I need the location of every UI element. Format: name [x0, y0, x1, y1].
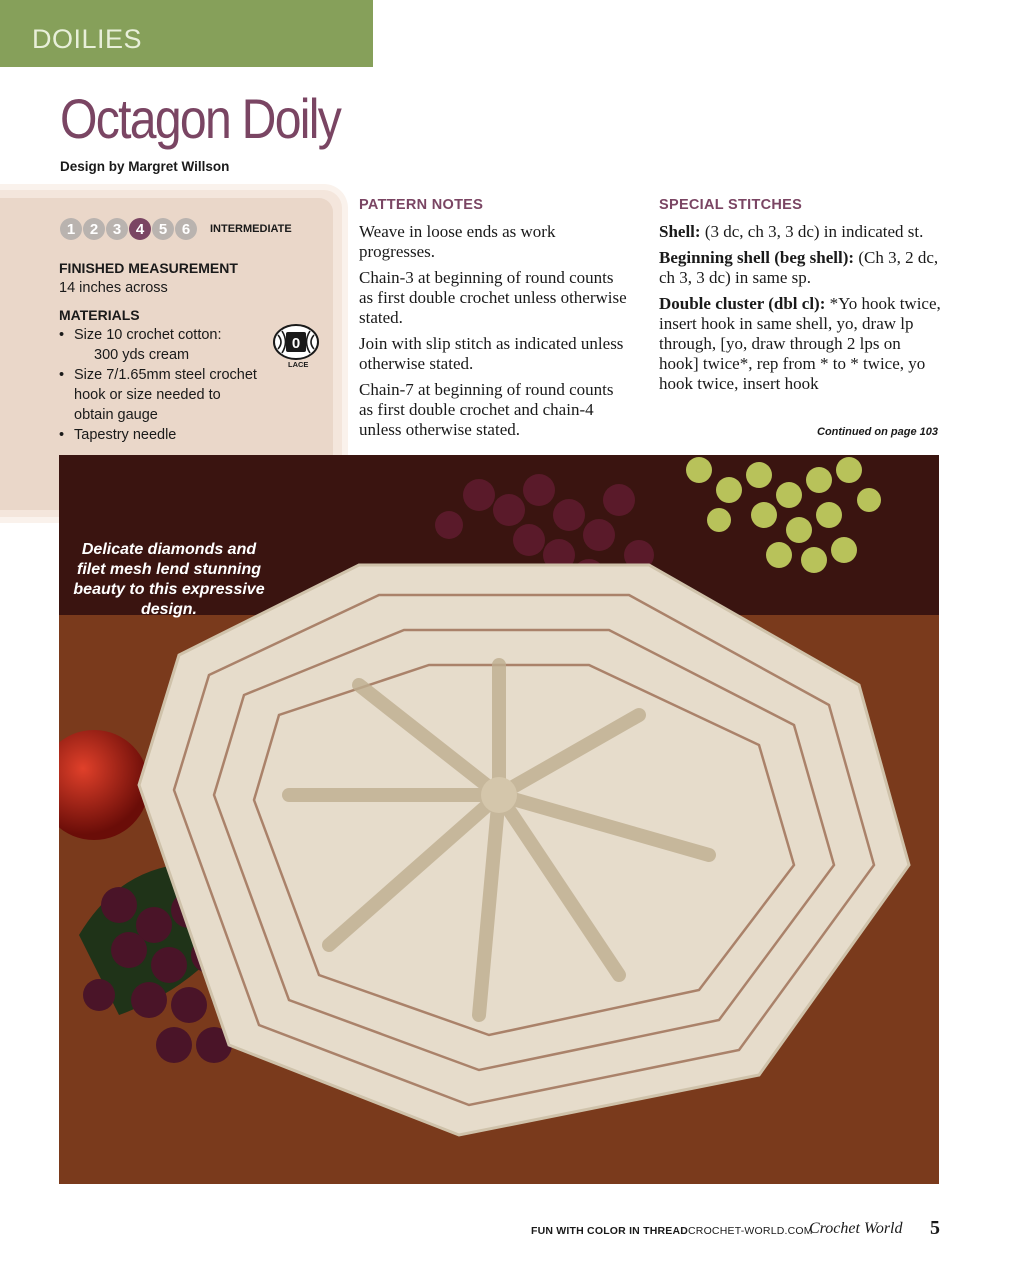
materials-item: hook or size needed to	[74, 387, 221, 403]
skill-level-5: 5	[152, 218, 174, 240]
section-label: DOILIES	[32, 24, 143, 54]
footer-tagline: FUN WITH COLOR IN THREAD	[531, 1225, 689, 1237]
stitch-desc: *Yo hook twice, insert hook in same shell, yo, draw lp through, [yo, draw through 2 lps on hook] twice*, rep from * to * twice, yo hook twice, insert hook	[659, 294, 941, 393]
pattern-note: Weave in loose ends as work progresses.	[359, 222, 556, 261]
pattern-note: Chain-3 at beginning of round counts as first double crochet unless otherwise stated.	[359, 268, 627, 327]
stitch-term: Beginning shell (beg shell):	[659, 248, 855, 267]
materials-item: 300 yds cream	[94, 347, 190, 363]
stitch-term: Shell:	[659, 222, 701, 241]
footer-url: CROCHET-WORLD.COM	[688, 1225, 813, 1237]
photo-caption: Delicate diamonds and filet mesh lend stunning beauty to this expressive design.	[73, 541, 265, 618]
section-tab	[0, 0, 373, 67]
pattern-note: Join with slip stitch as indicated unless otherwise stated.	[359, 334, 624, 373]
yarn-weight-label: LACE	[288, 360, 309, 369]
skill-level-6: 6	[175, 218, 197, 240]
page-number: 5	[930, 1217, 940, 1239]
footer-magazine: Crochet World	[809, 1220, 903, 1237]
designer-byline: Design by Margret Willson	[60, 159, 230, 174]
special-stitches-heading: SPECIAL STITCHES	[659, 197, 803, 213]
skill-level-4: 4	[129, 218, 151, 240]
skill-level-label: INTERMEDIATE	[210, 223, 292, 235]
yarn-weight-number: 0	[291, 335, 301, 352]
skill-level-2: 2	[83, 218, 105, 240]
skill-level-1: 1	[60, 218, 82, 240]
materials-item: • Tapestry needle	[59, 425, 274, 445]
stitch-desc: (3 dc, ch 3, 3 dc) in indicated st.	[704, 222, 924, 241]
materials-item: • Size 7/1.65mm steel crochet	[59, 365, 274, 385]
page-title: Octagon Doily	[60, 87, 341, 150]
stitch-definition	[659, 248, 941, 288]
pattern-notes-heading: PATTERN NOTES	[359, 197, 484, 213]
pattern-notes-body	[359, 222, 629, 446]
finished-text: 14 inches across	[59, 280, 168, 296]
stitch-definition	[659, 222, 941, 242]
materials-list	[59, 325, 274, 445]
stitch-desc: (Ch 3, 2 dc, ch 3, 3 dc) in same sp.	[659, 248, 939, 287]
stitch-definition	[659, 294, 941, 394]
stitch-term: Double cluster (dbl cl):	[659, 294, 826, 313]
finished-heading: FINISHED MEASUREMENT	[59, 260, 238, 276]
continued-note: Continued on page 103	[817, 426, 939, 438]
materials-item: • Size 10 crochet cotton:	[59, 325, 274, 345]
materials-item: obtain gauge	[74, 407, 158, 423]
skill-level-3: 3	[106, 218, 128, 240]
materials-heading: MATERIALS	[59, 307, 140, 323]
special-stitches-body	[659, 222, 941, 400]
pattern-note: Chain-7 at beginning of round counts as first double crochet and chain-4 unless otherwise stated.	[359, 380, 614, 439]
skill-level-indicator	[60, 218, 197, 240]
doily-center	[481, 777, 517, 813]
